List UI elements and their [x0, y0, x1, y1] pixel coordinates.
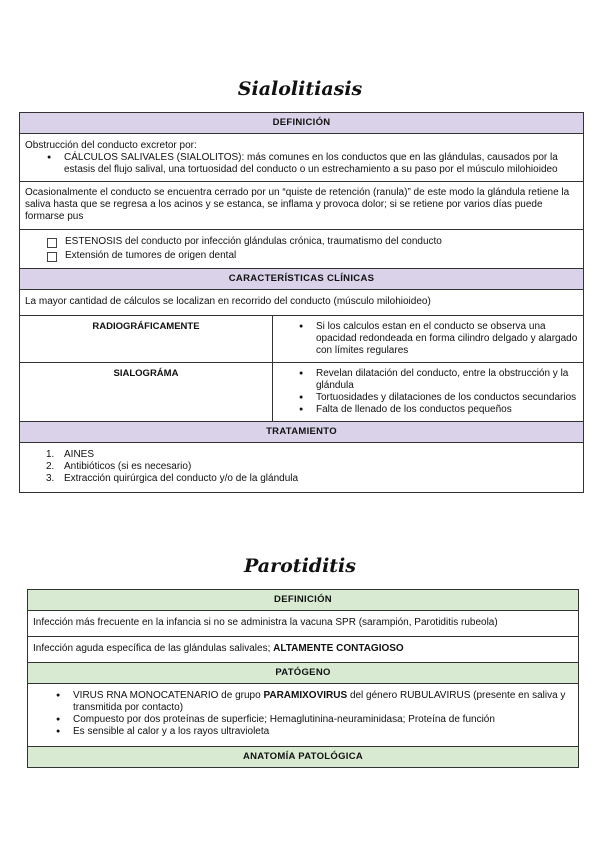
ocasionalmente-cell: Ocasionalmente el conducto se encuentra cerrado por un “quiste de retención (ranula)” de este modo la glándula retiene la saliva hasta que se regresa a los acinos y se estanca, se inflama y provoca dolor; si se retiene por varios días puede formarse pus — [20, 182, 584, 230]
obstruccion-cell — [20, 134, 584, 182]
list-item: 2. Antibióticos (si es necesario) — [46, 461, 192, 472]
sialolitiasis-title: Sialolitiasis — [237, 78, 363, 100]
list-item: 1. AINES — [46, 449, 95, 460]
sialograma-cell — [273, 363, 584, 422]
definicion-header: DEFINICIÓN — [20, 113, 584, 134]
checklist-label: Extensión de tumores de origen dental — [65, 250, 237, 261]
checklist-cell — [20, 230, 584, 269]
obstruccion-list — [25, 152, 578, 176]
checklist-label: ESTENOSIS del conducto por infección glándulas crónica, traumatismo del conducto — [65, 236, 442, 247]
checkbox-icon[interactable] — [47, 252, 57, 262]
checklist-item — [25, 236, 578, 248]
parotiditis-table — [27, 589, 579, 768]
list-item: ● CÁLCULOS SALIVALES (SIALOLITOS): más comunes en los conductos que en las glándulas, causados por la estasis del flujo salival, una tortuosidad del conducto o un estrechamiento a su paso por el músculo milohioideo — [64, 152, 578, 176]
obstruccion-intro: Obstrucción del conducto excretor por: — [25, 140, 197, 151]
sialograma-list — [278, 368, 578, 416]
parotiditis-title: Parotiditis — [244, 555, 356, 577]
caracteristicas-header: CARACTERÍSTICAS CLÍNICAS — [20, 269, 584, 290]
list-item: ● Es sensible al calor y a los rayos ultravioleta — [73, 726, 573, 738]
sialolitiasis-table — [19, 112, 584, 493]
infeccion-aguda-cell — [28, 637, 579, 663]
infeccion-aguda-text: Infección aguda específica de las glándulas salivales; — [33, 643, 271, 654]
tratamiento-list — [25, 449, 578, 485]
altamente-contagioso: ALTAMENTE CONTAGIOSO — [273, 643, 404, 654]
patogeno-header: PATÓGENO — [28, 663, 579, 684]
list-item: ● Falta de llenado de los conductos pequeños — [316, 404, 578, 416]
list-item: 3. Extracción quirúrgica del conducto y/o de la glándula — [46, 473, 299, 484]
checklist-item — [25, 250, 578, 262]
list-item: ● Tortuosidades y dilataciones de los conductos secundarios — [316, 392, 578, 404]
patogeno-cell — [28, 684, 579, 747]
tratamiento-cell — [20, 443, 584, 493]
patogeno-list — [33, 690, 573, 738]
infeccion-frecuente-cell: Infección más frecuente en la infancia si no se administra la vacuna SPR (sarampión, Parotiditis rubeola) — [28, 611, 579, 637]
radiograficamente-list — [278, 321, 578, 357]
radiograficamente-cell — [273, 316, 584, 363]
list-item: ● Revelan dilatación del conducto, entre la obstrucción y la glándula — [316, 368, 578, 392]
tratamiento-header: TRATAMIENTO — [20, 422, 584, 443]
sialograma-label: SIALOGRÁMA — [20, 363, 273, 422]
list-item: ● Compuesto por dos proteínas de superficie; Hemaglutinina-neuraminidasa; Proteína de función — [73, 714, 573, 726]
list-item: ● VIRUS RNA MONOCATENARIO de grupo PARAMIXOVIRUS del género RUBULAVIRUS (presente en saliva y transmitida por contacto) — [73, 690, 573, 714]
definicion-header: DEFINICIÓN — [28, 590, 579, 611]
anatomia-header: ANATOMÍA PATOLÓGICA — [28, 747, 579, 768]
radiograficamente-label: RADIOGRÁFICAMENTE — [20, 316, 273, 363]
list-item: ● Si los calculos estan en el conducto se observa una opacidad redondeada en forma cilindro delgado y alargado con límites regulares — [316, 321, 578, 357]
checkbox-icon[interactable] — [47, 238, 57, 248]
mayor-cantidad-cell: La mayor cantidad de cálculos se localizan en recorrido del conducto (músculo milohioideo) — [20, 290, 584, 316]
